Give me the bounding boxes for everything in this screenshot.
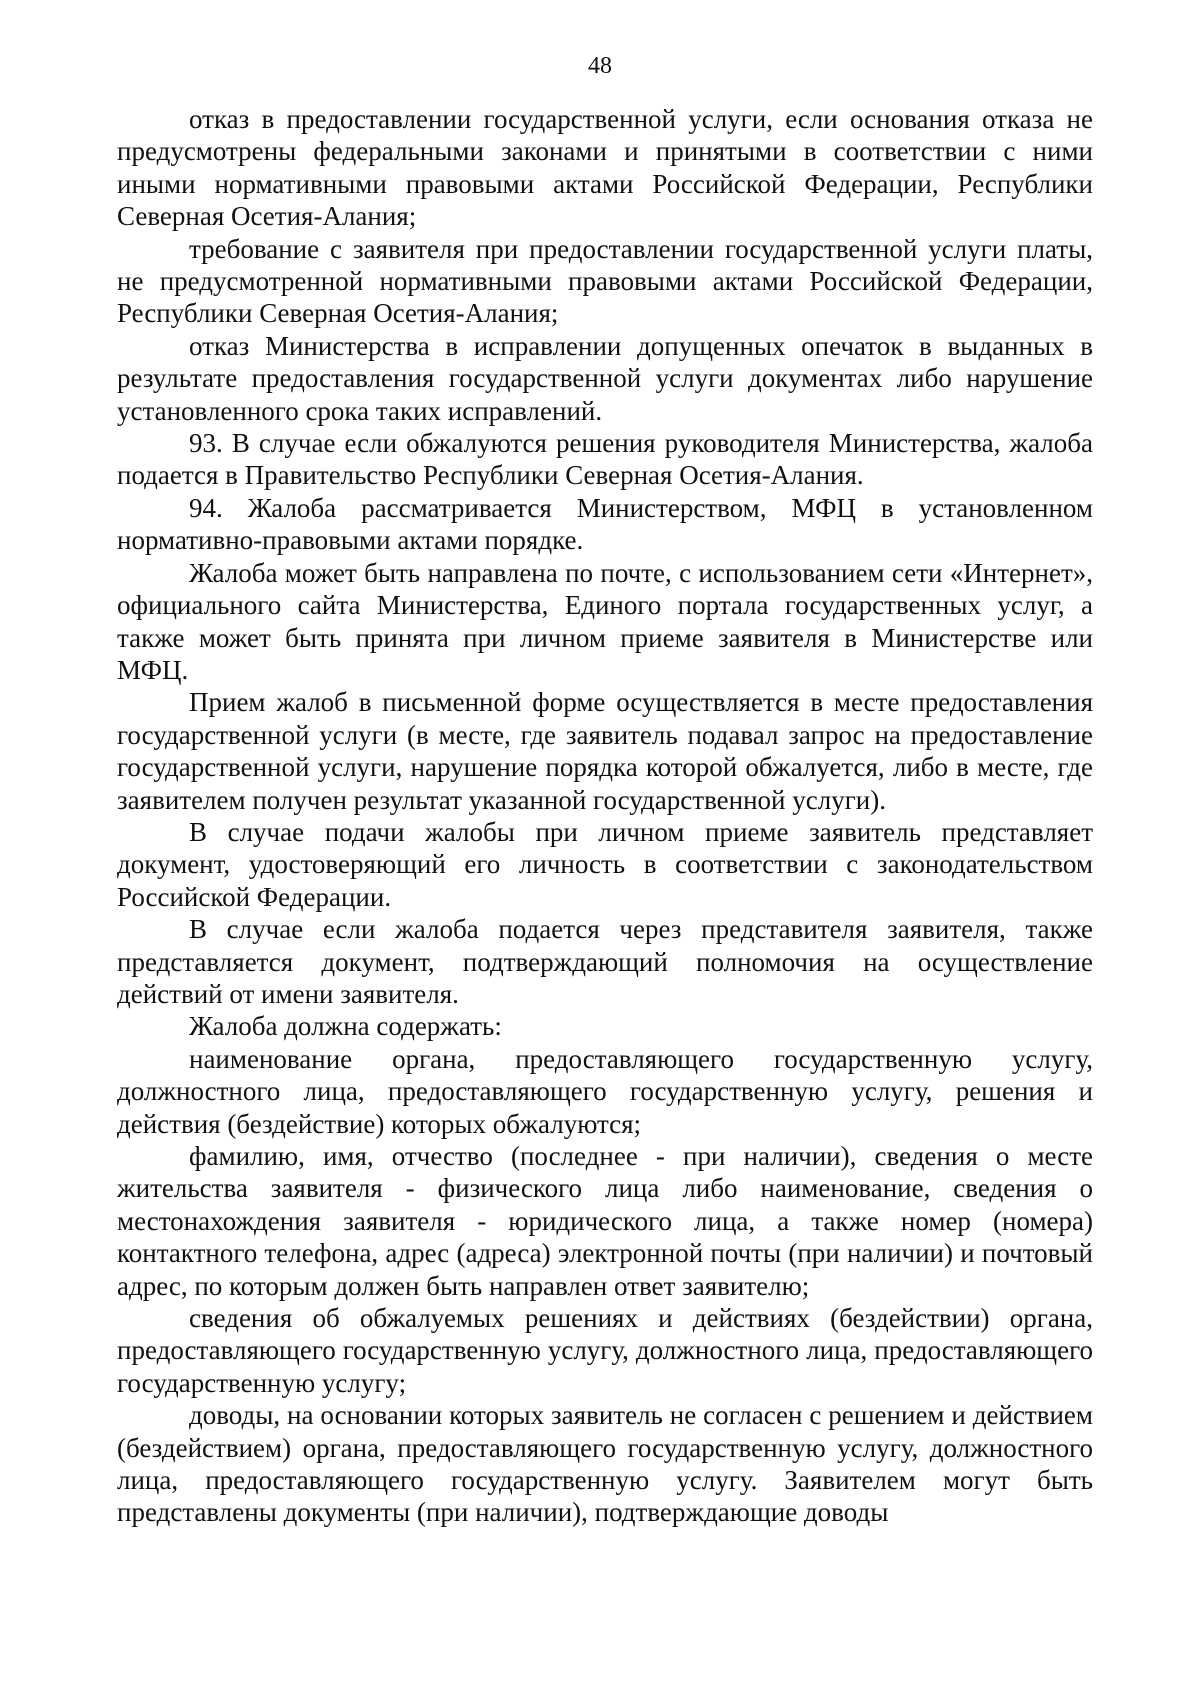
paragraph: сведения об обжалуемых решениях и действиях (бездействии) органа, предоставляющего государственную услугу, должностного лица, предоставляющего государственную услугу; (117, 1303, 1093, 1398)
document-body (117, 103, 1093, 1529)
paragraph: отказ в предоставлении государственной услуги, если основания отказа не предусмотрены федеральными законами и принятыми в соответствии с ними иными нормативными правовыми актами Российской Федерации, Республики Северная Осетия-Алания; (117, 104, 1093, 232)
paragraph: 93. В случае если обжалуются решения руководителя Министерства, жалоба подается в Правительство Республики Северная Осетия-Алания. (117, 428, 1093, 491)
paragraph: В случае если жалоба подается через представителя заявителя, также представляется документ, подтверждающий полномочия на осуществление действий от имени заявителя. (117, 914, 1093, 1009)
paragraph: доводы, на основании которых заявитель не согласен с решением и действием (бездействием) органа, предоставляющего государственную услугу, должностного лица, предоставляющего государственную услугу. Заявителем могут быть представлены документы (при наличии), подтверждающие доводы (117, 1400, 1093, 1528)
paragraph: Жалоба должна содержать: (189, 1011, 502, 1042)
paragraph: Прием жалоб в письменной форме осуществляется в месте предоставления государственной услуги (в месте, где заявитель подавал запрос на предоставление государственной услуги, нарушение порядка которой обжалуется, либо в месте, где заявителем получен результат указанной государственной услуги). (117, 687, 1093, 815)
paragraph: требование с заявителя при предоставлении государственной услуги платы, не предусмотренной нормативными правовыми актами Российской Федерации, Республики Северная Осетия-Алания; (117, 233, 1093, 329)
page-number: 48 (588, 53, 612, 79)
paragraph: наименование органа, предоставляющего государственную услугу, должностного лица, предоставляющего государственную услугу, решения и действия (бездействие) которых обжалуются; (117, 1043, 1093, 1139)
paragraph: фамилию, имя, отчество (последнее - при наличии), сведения о месте жительства заявителя - физического лица либо наименование, сведения о местонахождения заявителя - юридического лица, а также номер (номера) контактного телефона, адрес (адреса) электронной почты (при наличии) и почтовый адрес, по которым должен быть направлен ответ заявителю; (117, 1141, 1093, 1301)
paragraph: В случае подачи жалобы при личном приеме заявитель представляет документ, удостоверяющий его личность в соответствии с законодательством Российской Федерации. (117, 816, 1093, 912)
paragraph: 94. Жалоба рассматривается Министерством, МФЦ в установленном нормативно-правовыми актами порядке. (117, 492, 1093, 556)
paragraph: отказ Министерства в исправлении допущенных опечаток в выданных в результате предоставления государственной услуги документах либо нарушение установленного срока таких исправлений. (117, 330, 1093, 426)
paragraph: Жалоба может быть направлена по почте, с использованием сети «Интернет», официального сайта Министерства, Единого портала государственных услуг, а также может быть принята при личном приеме заявителя в Министерстве или МФЦ. (117, 557, 1093, 685)
